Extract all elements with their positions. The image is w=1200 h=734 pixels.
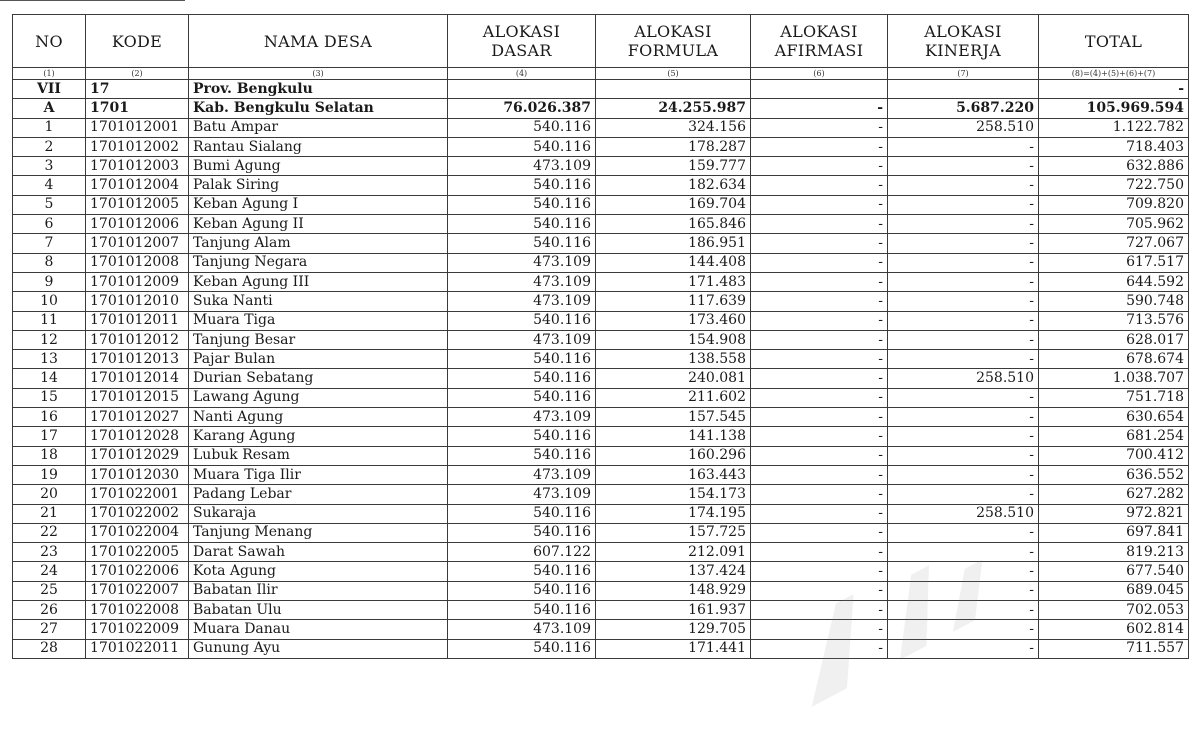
row-alokasi-kinerja: - [888, 601, 1039, 620]
row-alokasi-dasar: 540.116 [448, 562, 596, 581]
row-no: 28 [13, 639, 86, 658]
row-nama-desa: Karang Agung [189, 427, 448, 446]
row-alokasi-afirmasi: - [751, 620, 888, 639]
row-alokasi-afirmasi: - [751, 485, 888, 504]
row-alokasi-kinerja: - [888, 137, 1039, 156]
row-total: 630.654 [1039, 408, 1189, 427]
row-kode: 1701022008 [86, 601, 189, 620]
row-alokasi-afirmasi: - [751, 195, 888, 214]
row-alokasi-kinerja: - [888, 388, 1039, 407]
row-no: 15 [13, 388, 86, 407]
column-header-alokasi-kinerja: ALOKASI KINERJA [888, 15, 1039, 68]
row-alokasi-kinerja: - [888, 311, 1039, 330]
row-total: 632.886 [1039, 157, 1189, 176]
row-alokasi-kinerja: 258.510 [888, 504, 1039, 523]
province-afirmasi [751, 80, 888, 99]
row-alokasi-afirmasi: - [751, 543, 888, 562]
row-alokasi-formula: 157.725 [596, 523, 751, 542]
row-total: 1.122.782 [1039, 118, 1189, 137]
row-nama-desa: Tanjung Alam [189, 234, 448, 253]
row-alokasi-formula: 161.937 [596, 601, 751, 620]
row-alokasi-afirmasi: - [751, 465, 888, 484]
row-alokasi-afirmasi: - [751, 504, 888, 523]
table-row [13, 465, 1189, 484]
row-alokasi-formula: 148.929 [596, 581, 751, 600]
row-alokasi-formula: 182.634 [596, 176, 751, 195]
row-alokasi-dasar: 540.116 [448, 350, 596, 369]
row-alokasi-kinerja: - [888, 176, 1039, 195]
column-number-alokasi-kinerja: (7) [888, 68, 1039, 80]
row-alokasi-dasar: 607.122 [448, 543, 596, 562]
row-alokasi-afirmasi: - [751, 388, 888, 407]
row-alokasi-afirmasi: - [751, 272, 888, 291]
row-kode: 1701012010 [86, 292, 189, 311]
province-no: VII [13, 80, 86, 99]
row-alokasi-dasar: 540.116 [448, 388, 596, 407]
row-nama-desa: Keban Agung I [189, 195, 448, 214]
column-number-total: (8)=(4)+(5)+(6)+(7) [1039, 68, 1189, 80]
row-nama-desa: Batu Ampar [189, 118, 448, 137]
row-alokasi-formula: 212.091 [596, 543, 751, 562]
row-total: 718.403 [1039, 137, 1189, 156]
row-alokasi-formula: 137.424 [596, 562, 751, 581]
row-kode: 1701012030 [86, 465, 189, 484]
row-total: 678.674 [1039, 350, 1189, 369]
column-number-alokasi-afirmasi: (6) [751, 68, 888, 80]
table-row [13, 253, 1189, 272]
row-alokasi-afirmasi: - [751, 176, 888, 195]
column-header-kode: KODE [86, 15, 189, 68]
row-alokasi-dasar: 540.116 [448, 369, 596, 388]
row-total: 617.517 [1039, 253, 1189, 272]
row-no: 22 [13, 523, 86, 542]
row-alokasi-dasar: 473.109 [448, 157, 596, 176]
row-kode: 1701022009 [86, 620, 189, 639]
row-alokasi-kinerja: - [888, 272, 1039, 291]
row-no: 5 [13, 195, 86, 214]
row-alokasi-formula: 169.704 [596, 195, 751, 214]
row-kode: 1701012012 [86, 330, 189, 349]
row-kode: 1701012006 [86, 215, 189, 234]
row-nama-desa: Tanjung Menang [189, 523, 448, 542]
row-kode: 1701012015 [86, 388, 189, 407]
row-kode: 1701012002 [86, 137, 189, 156]
row-alokasi-afirmasi: - [751, 523, 888, 542]
row-total: 636.552 [1039, 465, 1189, 484]
row-alokasi-dasar: 540.116 [448, 427, 596, 446]
row-alokasi-formula: 117.639 [596, 292, 751, 311]
table-row [13, 504, 1189, 523]
row-alokasi-afirmasi: - [751, 215, 888, 234]
column-header-alokasi-formula: ALOKASI FORMULA [596, 15, 751, 68]
row-kode: 1701012005 [86, 195, 189, 214]
row-no: 7 [13, 234, 86, 253]
row-alokasi-kinerja: - [888, 350, 1039, 369]
row-nama-desa: Pajar Bulan [189, 350, 448, 369]
table-row [13, 215, 1189, 234]
row-alokasi-dasar: 540.116 [448, 195, 596, 214]
row-nama-desa: Keban Agung II [189, 215, 448, 234]
kabupaten-name: Kab. Bengkulu Selatan [189, 99, 448, 118]
row-total: 705.962 [1039, 215, 1189, 234]
row-alokasi-dasar: 540.116 [448, 311, 596, 330]
column-number-nama-desa: (3) [189, 68, 448, 80]
row-alokasi-afirmasi: - [751, 427, 888, 446]
kabupaten-formula: 24.255.987 [596, 99, 751, 118]
row-total: 702.053 [1039, 601, 1189, 620]
row-nama-desa: Darat Sawah [189, 543, 448, 562]
kabupaten-kode: 1701 [86, 99, 189, 118]
row-alokasi-kinerja: 258.510 [888, 369, 1039, 388]
table-row [13, 176, 1189, 195]
row-nama-desa: Durian Sebatang [189, 369, 448, 388]
kabupaten-no: A [13, 99, 86, 118]
table-row [13, 543, 1189, 562]
row-kode: 1701022002 [86, 504, 189, 523]
row-alokasi-afirmasi: - [751, 446, 888, 465]
allocation-table [12, 14, 1189, 659]
row-kode: 1701012009 [86, 272, 189, 291]
row-no: 20 [13, 485, 86, 504]
row-alokasi-formula: 324.156 [596, 118, 751, 137]
row-no: 18 [13, 446, 86, 465]
row-alokasi-afirmasi: - [751, 118, 888, 137]
row-alokasi-afirmasi: - [751, 581, 888, 600]
row-alokasi-kinerja: - [888, 234, 1039, 253]
row-alokasi-formula: 144.408 [596, 253, 751, 272]
row-alokasi-formula: 165.846 [596, 215, 751, 234]
row-no: 13 [13, 350, 86, 369]
table-row [13, 446, 1189, 465]
row-alokasi-formula: 186.951 [596, 234, 751, 253]
row-nama-desa: Palak Siring [189, 176, 448, 195]
province-kode: 17 [86, 80, 189, 99]
column-number-kode: (2) [86, 68, 189, 80]
kabupaten-kinerja: 5.687.220 [888, 99, 1039, 118]
column-number-no: (1) [13, 68, 86, 80]
column-header-alokasi-dasar: ALOKASI DASAR [448, 15, 596, 68]
row-alokasi-dasar: 540.116 [448, 523, 596, 542]
row-alokasi-dasar: 473.109 [448, 272, 596, 291]
row-alokasi-dasar: 540.116 [448, 234, 596, 253]
row-total: 627.282 [1039, 485, 1189, 504]
kabupaten-afirmasi: - [751, 99, 888, 118]
row-nama-desa: Keban Agung III [189, 272, 448, 291]
row-total: 697.841 [1039, 523, 1189, 542]
row-no: 16 [13, 408, 86, 427]
row-nama-desa: Muara Tiga Ilir [189, 465, 448, 484]
row-no: 9 [13, 272, 86, 291]
row-nama-desa: Sukaraja [189, 504, 448, 523]
column-number-alokasi-dasar: (4) [448, 68, 596, 80]
row-nama-desa: Suka Nanti [189, 292, 448, 311]
row-kode: 1701012001 [86, 118, 189, 137]
row-alokasi-dasar: 540.116 [448, 639, 596, 658]
row-alokasi-formula: 159.777 [596, 157, 751, 176]
row-alokasi-kinerja: - [888, 215, 1039, 234]
row-alokasi-kinerja: - [888, 195, 1039, 214]
row-alokasi-kinerja: - [888, 543, 1039, 562]
row-alokasi-formula: 160.296 [596, 446, 751, 465]
row-alokasi-formula: 211.602 [596, 388, 751, 407]
table-row [13, 272, 1189, 291]
row-no: 11 [13, 311, 86, 330]
row-alokasi-formula: 141.138 [596, 427, 751, 446]
row-total: 722.750 [1039, 176, 1189, 195]
row-kode: 1701012014 [86, 369, 189, 388]
row-no: 8 [13, 253, 86, 272]
table-body [13, 80, 1189, 659]
row-nama-desa: Tanjung Besar [189, 330, 448, 349]
row-total: 713.576 [1039, 311, 1189, 330]
row-total: 677.540 [1039, 562, 1189, 581]
table-row [13, 523, 1189, 542]
row-total: 727.067 [1039, 234, 1189, 253]
row-nama-desa: Padang Lebar [189, 485, 448, 504]
row-kode: 1701012029 [86, 446, 189, 465]
row-alokasi-dasar: 540.116 [448, 176, 596, 195]
row-alokasi-formula: 157.545 [596, 408, 751, 427]
row-total: 819.213 [1039, 543, 1189, 562]
row-alokasi-formula: 129.705 [596, 620, 751, 639]
row-nama-desa: Gunung Ayu [189, 639, 448, 658]
row-alokasi-afirmasi: - [751, 234, 888, 253]
row-alokasi-kinerja: - [888, 427, 1039, 446]
kabupaten-dasar: 76.026.387 [448, 99, 596, 118]
row-nama-desa: Bumi Agung [189, 157, 448, 176]
row-alokasi-dasar: 473.109 [448, 408, 596, 427]
table-row [13, 195, 1189, 214]
row-no: 19 [13, 465, 86, 484]
column-number-row [13, 68, 1189, 80]
row-kode: 1701012004 [86, 176, 189, 195]
row-alokasi-kinerja: - [888, 292, 1039, 311]
row-nama-desa: Babatan Ulu [189, 601, 448, 620]
row-alokasi-dasar: 473.109 [448, 253, 596, 272]
table-row [13, 292, 1189, 311]
row-no: 24 [13, 562, 86, 581]
row-alokasi-dasar: 540.116 [448, 118, 596, 137]
row-alokasi-kinerja: - [888, 620, 1039, 639]
row-alokasi-dasar: 540.116 [448, 446, 596, 465]
row-total: 751.718 [1039, 388, 1189, 407]
row-total: 700.412 [1039, 446, 1189, 465]
row-kode: 1701012028 [86, 427, 189, 446]
province-total: - [1039, 80, 1189, 99]
row-alokasi-afirmasi: - [751, 350, 888, 369]
row-alokasi-dasar: 540.116 [448, 137, 596, 156]
row-alokasi-afirmasi: - [751, 330, 888, 349]
row-alokasi-dasar: 473.109 [448, 465, 596, 484]
row-nama-desa: Nanti Agung [189, 408, 448, 427]
row-alokasi-afirmasi: - [751, 369, 888, 388]
province-name: Prov. Bengkulu [189, 80, 448, 99]
row-no: 1 [13, 118, 86, 137]
row-kode: 1701022007 [86, 581, 189, 600]
row-alokasi-formula: 154.173 [596, 485, 751, 504]
row-alokasi-dasar: 473.109 [448, 620, 596, 639]
row-alokasi-afirmasi: - [751, 137, 888, 156]
row-nama-desa: Lubuk Resam [189, 446, 448, 465]
row-alokasi-afirmasi: - [751, 253, 888, 272]
row-no: 23 [13, 543, 86, 562]
row-no: 27 [13, 620, 86, 639]
row-nama-desa: Muara Danau [189, 620, 448, 639]
row-nama-desa: Muara Tiga [189, 311, 448, 330]
row-no: 25 [13, 581, 86, 600]
table-row [13, 639, 1189, 658]
row-nama-desa: Tanjung Negara [189, 253, 448, 272]
table-row [13, 137, 1189, 156]
row-alokasi-formula: 240.081 [596, 369, 751, 388]
row-kode: 1701012027 [86, 408, 189, 427]
row-alokasi-formula: 174.195 [596, 504, 751, 523]
table-row [13, 330, 1189, 349]
row-nama-desa: Lawang Agung [189, 388, 448, 407]
row-alokasi-afirmasi: - [751, 292, 888, 311]
row-total: 1.038.707 [1039, 369, 1189, 388]
row-total: 590.748 [1039, 292, 1189, 311]
row-no: 3 [13, 157, 86, 176]
province-dasar [448, 80, 596, 99]
row-alokasi-kinerja: - [888, 446, 1039, 465]
row-alokasi-dasar: 473.109 [448, 292, 596, 311]
kabupaten-total: 105.969.594 [1039, 99, 1189, 118]
row-alokasi-afirmasi: - [751, 562, 888, 581]
row-alokasi-kinerja: - [888, 465, 1039, 484]
table-row [13, 234, 1189, 253]
province-kinerja [888, 80, 1039, 99]
row-nama-desa: Babatan Ilir [189, 581, 448, 600]
row-kode: 1701022011 [86, 639, 189, 658]
row-no: 26 [13, 601, 86, 620]
row-total: 602.814 [1039, 620, 1189, 639]
row-no: 6 [13, 215, 86, 234]
row-total: 628.017 [1039, 330, 1189, 349]
row-kode: 1701022005 [86, 543, 189, 562]
row-total: 689.045 [1039, 581, 1189, 600]
row-alokasi-kinerja: 258.510 [888, 118, 1039, 137]
row-alokasi-afirmasi: - [751, 601, 888, 620]
table-row [13, 311, 1189, 330]
province-row [13, 80, 1189, 99]
row-alokasi-kinerja: - [888, 408, 1039, 427]
row-alokasi-kinerja: - [888, 562, 1039, 581]
row-alokasi-kinerja: - [888, 253, 1039, 272]
table-row [13, 485, 1189, 504]
top-rule [0, 0, 185, 1]
row-kode: 1701022006 [86, 562, 189, 581]
table-row [13, 369, 1189, 388]
row-alokasi-formula: 138.558 [596, 350, 751, 369]
column-header-nama-desa: NAMA DESA [189, 15, 448, 68]
row-kode: 1701022004 [86, 523, 189, 542]
row-alokasi-dasar: 540.116 [448, 581, 596, 600]
row-alokasi-afirmasi: - [751, 639, 888, 658]
column-header-no: NO [13, 15, 86, 68]
column-number-alokasi-formula: (5) [596, 68, 751, 80]
table-row [13, 408, 1189, 427]
row-alokasi-dasar: 540.116 [448, 601, 596, 620]
row-no: 14 [13, 369, 86, 388]
row-total: 644.592 [1039, 272, 1189, 291]
column-header-alokasi-afirmasi: ALOKASI AFIRMASI [751, 15, 888, 68]
row-no: 4 [13, 176, 86, 195]
table-row [13, 427, 1189, 446]
row-kode: 1701012003 [86, 157, 189, 176]
row-alokasi-kinerja: - [888, 485, 1039, 504]
row-nama-desa: Kota Agung [189, 562, 448, 581]
row-kode: 1701012011 [86, 311, 189, 330]
page-top-edge [0, 0, 1200, 6]
row-nama-desa: Rantau Sialang [189, 137, 448, 156]
row-total: 711.557 [1039, 639, 1189, 658]
row-alokasi-dasar: 473.109 [448, 485, 596, 504]
row-alokasi-formula: 173.460 [596, 311, 751, 330]
row-alokasi-formula: 163.443 [596, 465, 751, 484]
row-alokasi-dasar: 540.116 [448, 215, 596, 234]
table-row [13, 350, 1189, 369]
row-kode: 1701022001 [86, 485, 189, 504]
row-kode: 1701012008 [86, 253, 189, 272]
row-alokasi-dasar: 540.116 [448, 504, 596, 523]
table-row [13, 157, 1189, 176]
row-alokasi-afirmasi: - [751, 311, 888, 330]
row-no: 2 [13, 137, 86, 156]
table-row [13, 118, 1189, 137]
kabupaten-row [13, 99, 1189, 118]
row-alokasi-formula: 171.441 [596, 639, 751, 658]
row-alokasi-afirmasi: - [751, 408, 888, 427]
row-alokasi-kinerja: - [888, 523, 1039, 542]
row-no: 21 [13, 504, 86, 523]
row-alokasi-formula: 171.483 [596, 272, 751, 291]
column-header-total: TOTAL [1039, 15, 1189, 68]
row-kode: 1701012007 [86, 234, 189, 253]
row-alokasi-kinerja: - [888, 330, 1039, 349]
table-row [13, 388, 1189, 407]
row-total: 972.821 [1039, 504, 1189, 523]
row-alokasi-afirmasi: - [751, 157, 888, 176]
row-no: 10 [13, 292, 86, 311]
province-formula [596, 80, 751, 99]
row-no: 17 [13, 427, 86, 446]
row-total: 681.254 [1039, 427, 1189, 446]
row-alokasi-dasar: 473.109 [448, 330, 596, 349]
header-row [13, 15, 1189, 68]
row-alokasi-kinerja: - [888, 581, 1039, 600]
row-alokasi-formula: 154.908 [596, 330, 751, 349]
row-kode: 1701012013 [86, 350, 189, 369]
row-alokasi-formula: 178.287 [596, 137, 751, 156]
row-no: 12 [13, 330, 86, 349]
row-alokasi-kinerja: - [888, 639, 1039, 658]
row-total: 709.820 [1039, 195, 1189, 214]
row-alokasi-kinerja: - [888, 157, 1039, 176]
